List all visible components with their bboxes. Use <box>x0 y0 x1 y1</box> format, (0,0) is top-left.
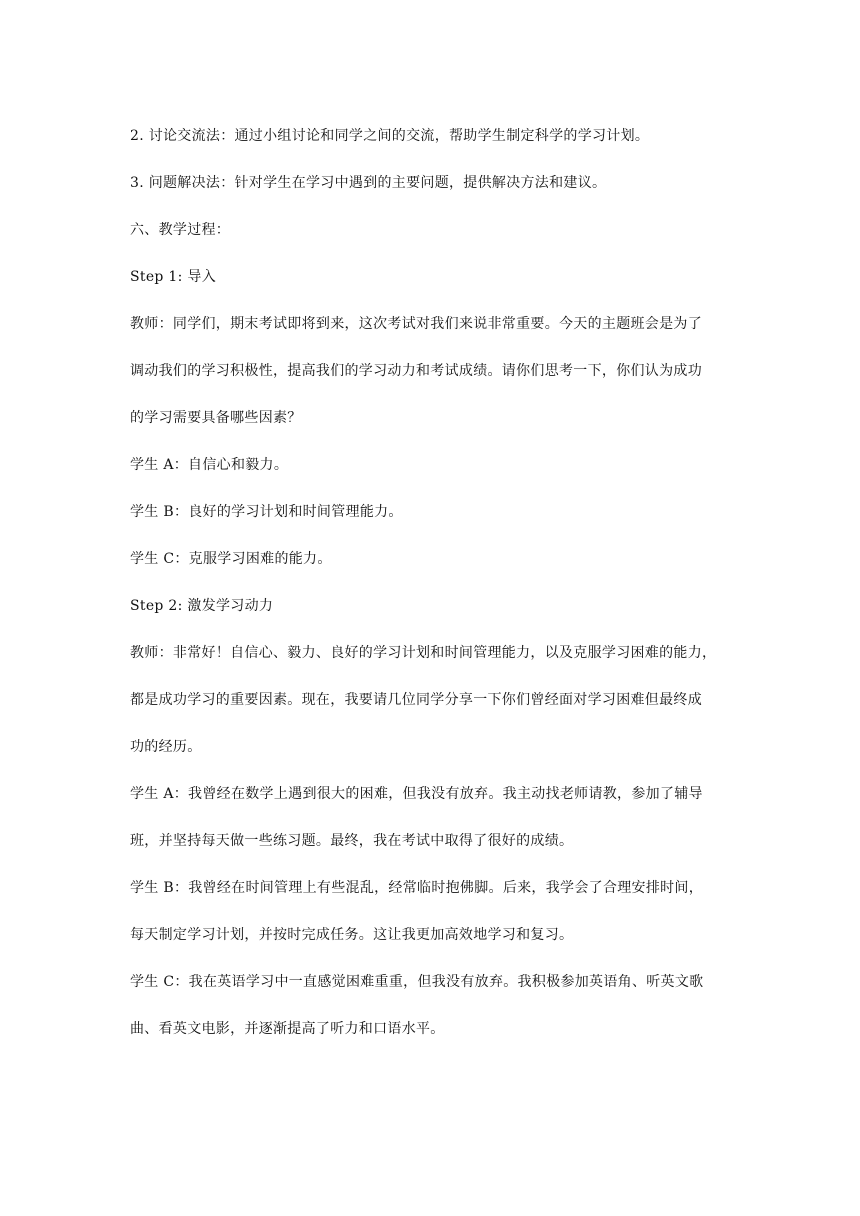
paragraph-line: 功的经历。 <box>130 739 202 755</box>
section-heading-teaching-process: 六、教学过程： <box>130 222 231 238</box>
paragraph-line: 学生 A：我曾经在数学上遇到很大的困难，但我没有放弃。我主动找老师请教，参加了辅导 <box>130 786 703 802</box>
student-b-story <box>130 874 730 950</box>
document-body <box>130 122 730 1062</box>
paragraph-line: 都是成功学习的重要因素。现在，我要请几位同学分享一下你们曾经面对学习困难但最终成 <box>130 692 702 708</box>
student-c-story <box>130 968 730 1044</box>
student-a-story <box>130 780 730 856</box>
paragraph-line: 教师：非常好！自信心、毅力、良好的学习计划和时间管理能力，以及克服学习困难的能力， <box>130 645 717 661</box>
teacher-motivation-paragraph <box>130 639 730 762</box>
paragraph-line: 学生 C：我在英语学习中一直感觉困难重重，但我没有放弃。我积极参加英语角、听英文歌 <box>130 974 704 990</box>
paragraph-line: 每天制定学习计划，并按时完成任务。这让我更加高效地学习和复习。 <box>130 927 574 943</box>
paragraph-line: 学生 B：我曾经在时间管理上有些混乱，经常临时抱佛脚。后来，我学会了合理安排时间， <box>130 880 704 896</box>
step-1-heading: Step 1: 导入 <box>130 269 216 285</box>
method-item-3: 3. 问题解决法：针对学生在学习中遇到的主要问题，提供解决方法和建议。 <box>130 175 607 191</box>
student-a-answer: 学生 A：自信心和毅力。 <box>130 457 289 473</box>
paragraph-line: 曲、看英文电影，并逐渐提高了听力和口语水平。 <box>130 1021 445 1037</box>
step-2-heading: Step 2: 激发学习动力 <box>130 598 274 614</box>
paragraph-line: 的学习需要具备哪些因素？ <box>130 410 302 426</box>
method-item-2: 2. 讨论交流法：通过小组讨论和同学之间的交流，帮助学生制定科学的学习计划。 <box>130 128 650 144</box>
paragraph-line: 教师：同学们，期末考试即将到来，这次考试对我们来说非常重要。今天的主题班会是为了 <box>130 316 702 332</box>
student-b-answer: 学生 B：良好的学习计划和时间管理能力。 <box>130 504 403 520</box>
paragraph-line: 班，并坚持每天做一些练习题。最终，我在考试中取得了很好的成绩。 <box>130 833 574 849</box>
paragraph-line: 调动我们的学习积极性，提高我们的学习动力和考试成绩。请你们思考一下，你们认为成功 <box>130 363 702 379</box>
student-c-answer: 学生 C：克服学习困难的能力。 <box>130 551 332 567</box>
teacher-intro-paragraph <box>130 310 730 433</box>
